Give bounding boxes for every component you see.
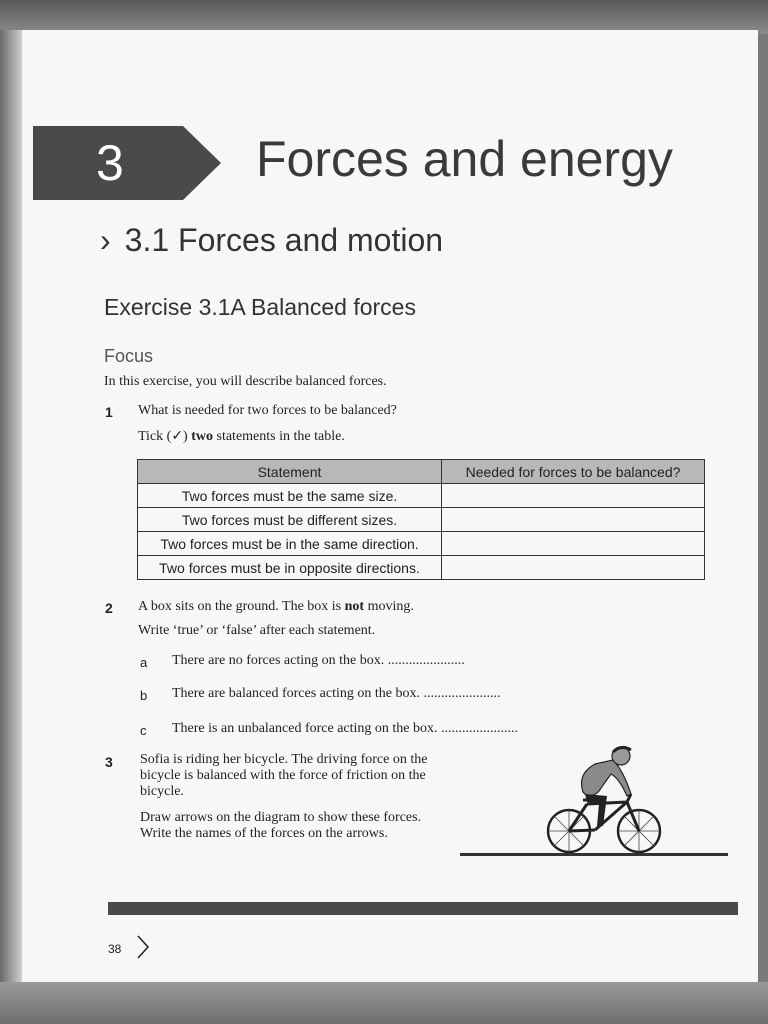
- question-1-text: What is needed for two forces to be balanced?: [138, 403, 397, 418]
- question-1-number: 1: [105, 404, 113, 420]
- question-2-text: [138, 598, 414, 616]
- table-row: [138, 484, 705, 508]
- chapter-number: 3: [96, 135, 124, 191]
- statement-cell: Two forces must be in the same direction.: [138, 532, 442, 556]
- question-3-para2: Draw arrows on the diagram to show these forces. Write the names of the forces on the arrows.: [140, 810, 422, 841]
- page-number: 38: [108, 942, 122, 956]
- scan-bottom-edge: [0, 982, 768, 1024]
- tick-cell[interactable]: [442, 508, 705, 532]
- ground-line: [460, 853, 728, 856]
- table-header-statement: Statement: [138, 460, 442, 484]
- chevron-right-icon: ›: [100, 222, 111, 258]
- q2-label-b: b: [140, 688, 148, 703]
- statements-table: [137, 459, 705, 580]
- statement-cell: Two forces must be the same size.: [138, 484, 442, 508]
- q2-label-c: c: [140, 723, 147, 738]
- exercise-title: Exercise 3.1A Balanced forces: [104, 294, 416, 320]
- section-title: [100, 222, 443, 259]
- scan-top-edge: [0, 0, 768, 34]
- q2-statement-b[interactable]: There are balanced forces acting on the box. ......................: [172, 686, 501, 701]
- tick-cell[interactable]: [442, 532, 705, 556]
- table-row: [138, 532, 705, 556]
- chapter-badge-arrow: [183, 126, 221, 200]
- table-row: [138, 556, 705, 580]
- q2-post: moving.: [364, 599, 414, 614]
- footer-bar: [108, 902, 738, 915]
- q2-label-a: a: [140, 655, 148, 670]
- focus-heading: Focus: [104, 346, 154, 366]
- chapter-title: Forces and energy: [256, 131, 673, 187]
- table-header-row: [138, 460, 705, 484]
- question-2-number: 2: [105, 600, 113, 616]
- statement-cell: Two forces must be in opposite directions.: [138, 556, 442, 580]
- tick-cell[interactable]: [442, 556, 705, 580]
- q2-statement-c[interactable]: There is an unbalanced force acting on the box. ......................: [172, 721, 519, 736]
- cyclist-illustration[interactable]: [543, 744, 667, 856]
- q2-pre: A box sits on the ground. The box is: [138, 599, 345, 614]
- scan-left-edge: [0, 30, 22, 982]
- q2-bold: not: [344, 599, 365, 614]
- table-header-needed: Needed for forces to be balanced?: [442, 460, 705, 484]
- q2-statement-a[interactable]: There are no forces acting on the box. ......................: [172, 653, 465, 668]
- section-title-text: 3.1 Forces and motion: [124, 222, 444, 258]
- statement-cell: Two forces must be different sizes.: [138, 508, 442, 532]
- instruction-bold: two: [191, 429, 213, 444]
- question-3-number: 3: [105, 754, 113, 770]
- table-row: [138, 508, 705, 532]
- question-3-para1: Sofia is riding her bicycle. The driving force on the bicycle is balanced with the force of friction on the bicycle.: [140, 752, 428, 799]
- instruction-post: statements in the table.: [213, 429, 345, 444]
- chevron-right-icon: [136, 934, 150, 960]
- tick-cell[interactable]: [442, 484, 705, 508]
- instruction-pre: Tick (✓): [138, 429, 192, 444]
- question-2-instruction: Write ‘true’ or ‘false’ after each statement.: [138, 623, 376, 638]
- focus-text: In this exercise, you will describe balanced forces.: [104, 374, 387, 389]
- question-1-instruction: [138, 428, 345, 446]
